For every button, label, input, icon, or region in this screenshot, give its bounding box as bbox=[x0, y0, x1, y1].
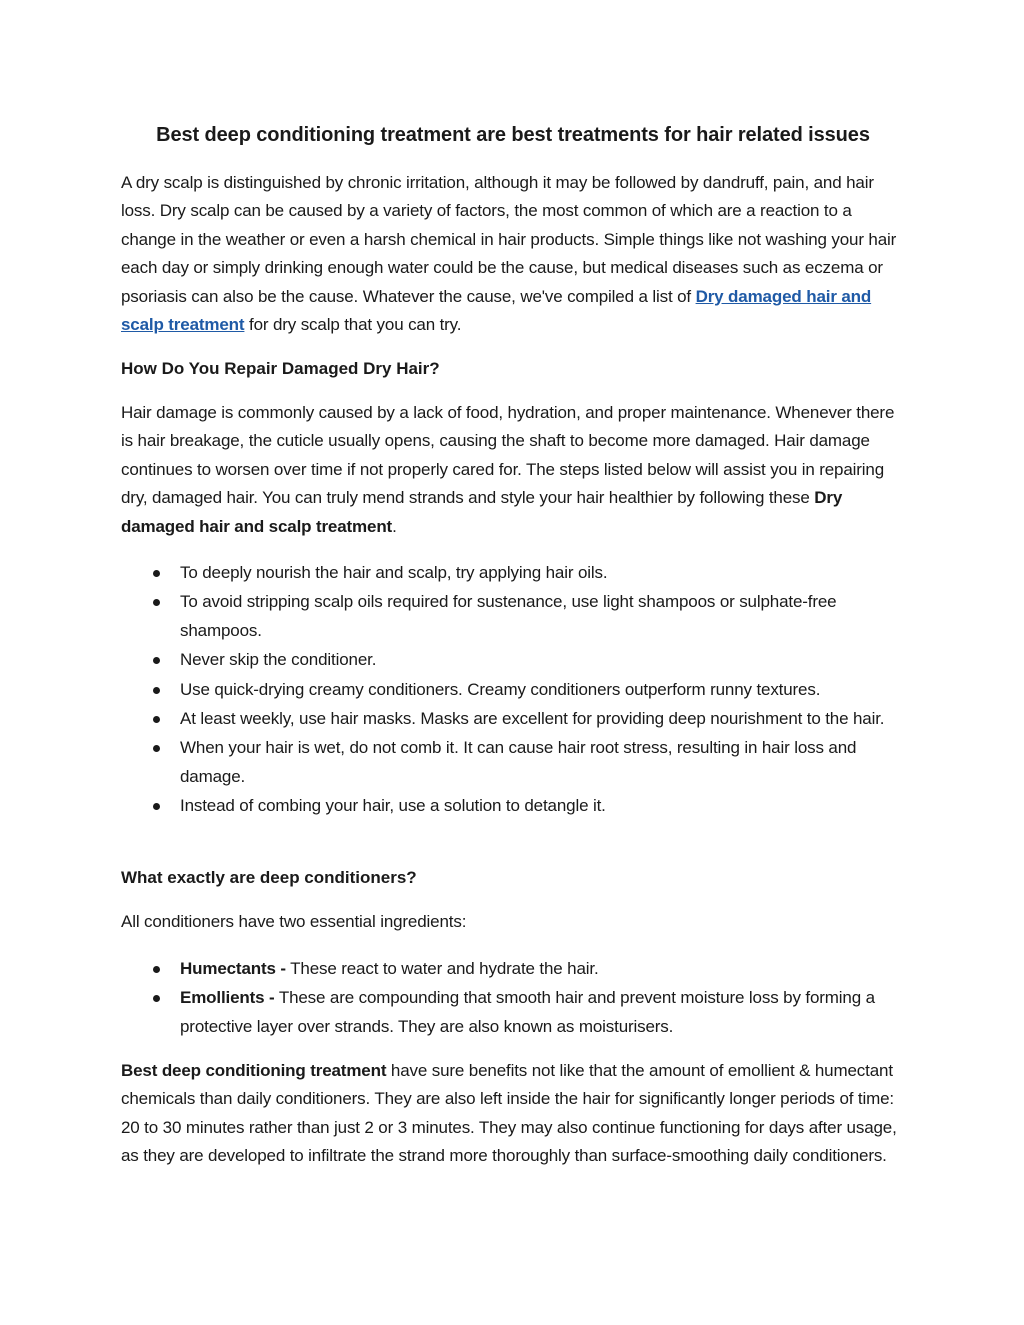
list-item-text: At least weekly, use hair masks. Masks are excellent for providing deep nourishment to the hair. bbox=[180, 709, 885, 729]
list-item bbox=[121, 705, 905, 733]
bullet-icon bbox=[153, 599, 160, 606]
document-title: Best deep conditioning treatment are best treatments for hair related issues bbox=[156, 124, 870, 146]
list-item bbox=[121, 646, 905, 674]
list-item-text: Never skip the conditioner. bbox=[180, 650, 377, 670]
closing-bold-text: Best deep conditioning treatment bbox=[121, 1061, 387, 1080]
ingredient-text: These are compounding that smooth hair and prevent moisture loss by forming a protective layer over strands. They are also known as moisturisers. bbox=[180, 988, 875, 1036]
bullet-icon bbox=[153, 745, 160, 752]
list-item bbox=[121, 734, 905, 791]
bullet-icon bbox=[153, 995, 160, 1002]
intro-text: A dry scalp is distinguished by chronic irritation, although it may be followed by dandruff, pain, and hair loss. Dry scalp can be caused by a variety of factors, the most common of which are a reaction to a change in the weather or even a harsh chemical in hair products. Simple things like not washing your hair each day or simply drinking enough water could be the cause, but medical diseases such as eczema or psoriasis can also be the cause. Whatever the cause, we've compiled a list of bbox=[121, 173, 897, 306]
ingredient-term: Emollients - bbox=[180, 988, 275, 1008]
list-item bbox=[121, 955, 905, 983]
bullet-icon bbox=[153, 716, 160, 723]
list-item-text: To avoid stripping scalp oils required for sustenance, use light shampoos or sulphate-free shampoos. bbox=[180, 592, 837, 640]
intro-text-end: for dry scalp that you can try. bbox=[244, 315, 462, 335]
repair-bold-text: Dry damaged hair and scalp treatment bbox=[121, 488, 843, 536]
ingredient-term: Humectants - bbox=[180, 959, 286, 978]
ingredients-list bbox=[121, 955, 905, 1042]
bullet-icon bbox=[153, 803, 160, 810]
repair-steps-list bbox=[121, 559, 905, 822]
section-heading-repair: How Do You Repair Damaged Dry Hair? bbox=[121, 359, 440, 378]
bullet-icon bbox=[153, 657, 160, 664]
list-item bbox=[121, 792, 905, 820]
closing-paragraph bbox=[121, 1057, 905, 1171]
bullet-icon bbox=[153, 570, 160, 577]
list-item-text: Instead of combing your hair, use a solution to detangle it. bbox=[180, 796, 606, 816]
list-item bbox=[121, 676, 905, 704]
repair-text: Hair damage is commonly caused by a lack of food, hydration, and proper maintenance. Whenever there is hair breakage, the cuticle usually opens, causing the shaft to become more damaged. Hair damage continues to worsen over time if not properly cared for. The steps listed below will assist you in repairing dry, damaged hair. You can truly mend strands and style your hair healthier by following these bbox=[121, 403, 895, 508]
ingredient-text: These react to water and hydrate the hair. bbox=[285, 959, 599, 978]
ingredients-intro: All conditioners have two essential ingredients: bbox=[121, 912, 467, 931]
list-item-text: When your hair is wet, do not comb it. It can cause hair root stress, resulting in hair loss and damage. bbox=[180, 738, 857, 786]
treatment-link[interactable]: Dry damaged hair and scalp treatment bbox=[121, 286, 872, 335]
bullet-icon bbox=[153, 966, 160, 973]
list-item bbox=[121, 559, 905, 587]
repair-text-end: . bbox=[392, 516, 397, 536]
list-item-text: Use quick-drying creamy conditioners. Creamy conditioners outperform runny textures. bbox=[180, 679, 821, 699]
list-item bbox=[121, 984, 905, 1041]
list-item-text: To deeply nourish the hair and scalp, try applying hair oils. bbox=[180, 563, 608, 582]
closing-text: have sure benefits not like that the amount of emollient & humectant chemicals than daily conditioners. They are also left inside the hair for significantly longer periods of time: 20 to 30 minutes rather than just 2 or 3 minutes. They may also continue functioning for days after usage, as they are developed to infiltrate the strand more thoroughly than surface-smoothing daily conditioners. bbox=[121, 1061, 897, 1166]
bullet-icon bbox=[153, 687, 160, 694]
intro-paragraph bbox=[121, 169, 905, 339]
repair-paragraph bbox=[121, 399, 905, 541]
list-item bbox=[121, 588, 905, 645]
section-heading-deep-conditioners: What exactly are deep conditioners? bbox=[121, 868, 417, 887]
